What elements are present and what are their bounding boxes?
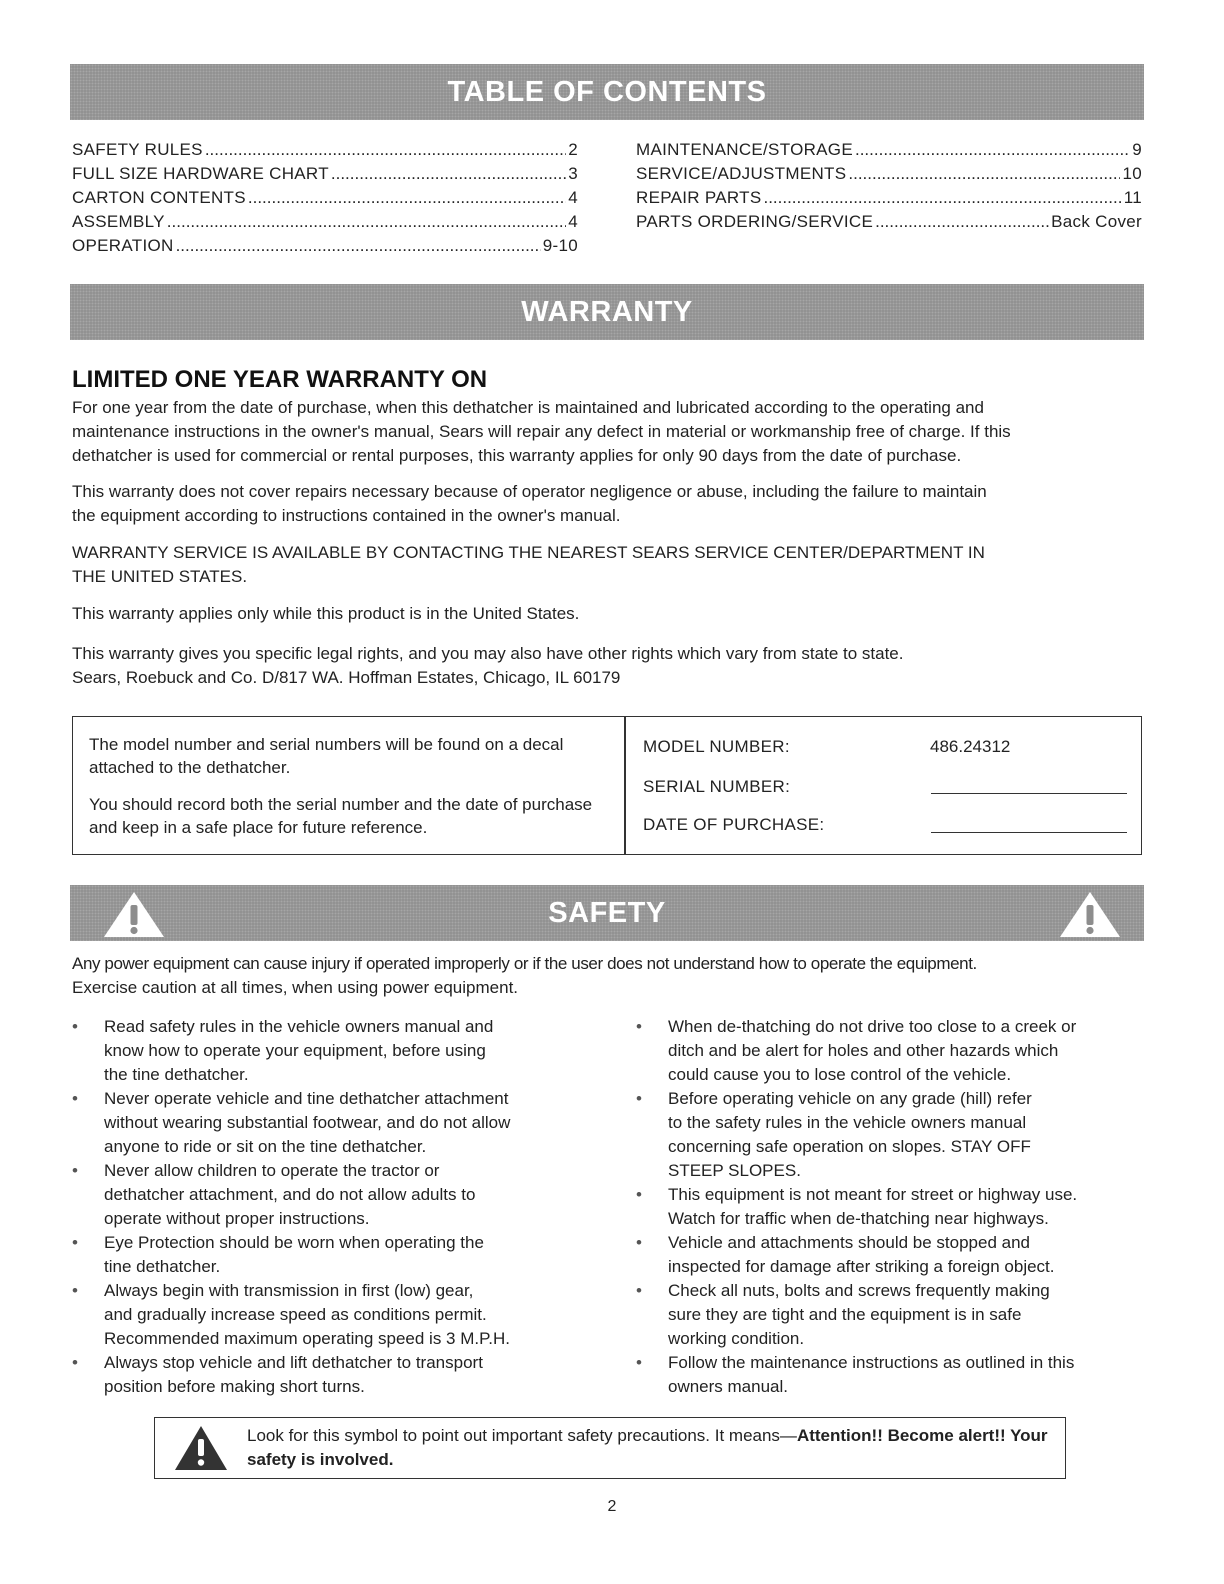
model-number-value: 486.24312 <box>930 737 1011 756</box>
safety-alert-icon <box>173 1424 229 1472</box>
text-line: owners manual. <box>668 1377 789 1396</box>
toc-entry[interactable] <box>636 212 1142 236</box>
safety-rule <box>72 1087 592 1159</box>
toc-entry[interactable] <box>72 212 578 236</box>
text-line: • Never operate vehicle and tine dethatcher attachment <box>104 1089 509 1108</box>
text-line: This warranty does not cover repairs necessary because of operator negligence or abuse, including the failure to maintain <box>72 482 987 501</box>
toc-entry-label: SAFETY RULES <box>72 140 203 159</box>
toc-entry-label: REPAIR PARTS <box>636 188 762 207</box>
text-line: concerning safe operation on slopes. STAY OFF <box>668 1137 1031 1156</box>
date-of-purchase-field[interactable] <box>931 832 1127 833</box>
box-divider <box>624 717 626 854</box>
safety-rule <box>72 1279 592 1351</box>
text-line: THE UNITED STATES. <box>72 567 248 586</box>
toc-right-column <box>636 140 1142 236</box>
text-line: know how to operate your equipment, before using <box>104 1041 486 1060</box>
safety-rule <box>636 1087 1148 1183</box>
safety-rule <box>636 1015 1148 1087</box>
text-line: • Before operating vehicle on any grade (hill) refer <box>668 1089 1032 1108</box>
toc-entry-label: PARTS ORDERING/SERVICE <box>636 212 874 231</box>
toc-entry-page: 3 <box>568 164 578 183</box>
text-line: working condition. <box>668 1329 805 1348</box>
toc-left-column <box>72 140 578 260</box>
text-line: the equipment according to instructions contained in the owner's manual. <box>72 506 621 525</box>
toc-entry[interactable] <box>636 188 1142 212</box>
text-line: • Eye Protection should be worn when operating the <box>104 1233 484 1252</box>
warranty-paragraph-5 <box>72 642 1144 690</box>
toc-entry-page: 2 <box>568 140 578 159</box>
text-line: • Always stop vehicle and lift dethatcher to transport <box>104 1353 483 1372</box>
safety-rule <box>636 1183 1148 1231</box>
safety-symbol-note <box>154 1417 1066 1479</box>
safety-rule <box>72 1015 592 1087</box>
text-line: the tine dethatcher. <box>104 1065 249 1084</box>
warranty-paragraph-4: This warranty applies only while this product is in the United States. <box>72 604 580 623</box>
serial-number-field[interactable] <box>931 793 1127 794</box>
record-note: You should record both the serial number and the date of purchase and keep in a safe place for future reference. <box>89 795 593 837</box>
toc-entry-label: SERVICE/ADJUSTMENTS <box>636 164 847 183</box>
text-line: anyone to ride or sit on the tine dethatcher. <box>104 1137 427 1156</box>
text-line: Recommended maximum operating speed is 3 M.P.H. <box>104 1329 510 1348</box>
text-line: inspected for damage after striking a foreign object. <box>668 1257 1055 1276</box>
safety-rule <box>636 1351 1148 1399</box>
text-line: Any power equipment can cause injury if operated improperly or if the user does not understand how to operate the equipment. <box>72 954 977 973</box>
date-of-purchase-label: DATE OF PURCHASE: <box>643 815 825 834</box>
toc-entry-label: OPERATION <box>72 236 174 255</box>
warranty-paragraph-1 <box>72 396 1144 468</box>
text-line: • Follow the maintenance instructions as outlined in this <box>668 1353 1075 1372</box>
toc-title: TABLE OF CONTENTS <box>447 75 767 108</box>
text-line: • Never allow children to operate the tractor or <box>104 1161 440 1180</box>
warranty-paragraph-3 <box>72 541 1144 589</box>
text-line: • Always begin with transmission in first (low) gear, <box>104 1281 474 1300</box>
safety-rule <box>72 1231 592 1279</box>
text-line: operate without proper instructions. <box>104 1209 370 1228</box>
model-serial-box <box>72 716 1142 855</box>
toc-entry[interactable] <box>72 236 578 260</box>
text-line: ditch and be alert for holes and other hazards which <box>668 1041 1059 1060</box>
toc-entry-page: 10 <box>1122 164 1142 183</box>
toc-entry-page: 9-10 <box>542 236 578 255</box>
warning-triangle-icon <box>1056 888 1124 940</box>
warranty-heading: LIMITED ONE YEAR WARRANTY ON <box>72 366 488 393</box>
warranty-paragraph-2 <box>72 480 1144 528</box>
model-number-label: MODEL NUMBER: <box>643 737 790 756</box>
text-line: Look for this symbol to point out important safety precautions. It means— <box>247 1426 797 1445</box>
toc-entry[interactable] <box>636 140 1142 164</box>
warning-triangle-icon <box>100 888 168 940</box>
text-line: and gradually increase speed as conditions permit. <box>104 1305 487 1324</box>
safety-banner <box>70 885 1144 941</box>
text-line: could cause you to lose control of the vehicle. <box>668 1065 1012 1084</box>
text-line: • Read safety rules in the vehicle owners manual and <box>104 1017 494 1036</box>
text-line: maintenance instructions in the owner's manual, Sears will repair any defect in material or workmanship free of charge. If this <box>72 422 1011 441</box>
serial-number-label: SERIAL NUMBER: <box>643 777 791 796</box>
text-line: sure they are tight and the equipment is in safe <box>668 1305 1022 1324</box>
toc-entry[interactable] <box>636 164 1142 188</box>
toc-entry[interactable] <box>72 164 578 188</box>
toc-entry-page: 11 <box>1123 188 1142 207</box>
text-line: Watch for traffic when de-thatching near highways. <box>668 1209 1049 1228</box>
text-line: Exercise caution at all times, when using power equipment. <box>72 978 519 997</box>
text-line: This warranty gives you specific legal rights, and you may also have other rights which vary from state to state. <box>72 644 904 663</box>
toc-entry-page: 4 <box>568 212 578 231</box>
attention-text: Attention!! Become alert!! Your safety is involved. <box>247 1426 1048 1469</box>
text-line: For one year from the date of purchase, when this dethatcher is maintained and lubricated according to the operating and <box>72 398 984 417</box>
safety-rule <box>72 1351 592 1399</box>
safety-rule <box>636 1231 1148 1279</box>
warranty-title: WARRANTY <box>521 295 693 328</box>
text-line: dethatcher attachment, and do not allow adults to <box>104 1185 476 1204</box>
text-line: to the safety rules in the vehicle owners manual <box>668 1113 1027 1132</box>
text-line: STEEP SLOPES. <box>668 1161 801 1180</box>
toc-entry-page: Back Cover <box>1051 212 1142 231</box>
text-line: Sears, Roebuck and Co. D/817 WA. Hoffman Estates, Chicago, IL 60179 <box>72 668 621 687</box>
text-line: position before making short turns. <box>104 1377 365 1396</box>
text-line: • This equipment is not meant for street or highway use. <box>668 1185 1078 1204</box>
text-line: • When de-thatching do not drive too close to a creek or <box>668 1017 1077 1036</box>
text-line: • Check all nuts, bolts and screws frequently making <box>668 1281 1050 1300</box>
page-number: 2 <box>607 1498 617 1515</box>
toc-entry-label: ASSEMBLY <box>72 212 165 231</box>
safety-rules-left <box>72 1015 592 1399</box>
toc-entry[interactable] <box>72 140 578 164</box>
toc-entry-label: MAINTENANCE/STORAGE <box>636 140 853 159</box>
safety-rules-right <box>636 1015 1148 1399</box>
safety-title: SAFETY <box>548 896 666 929</box>
toc-banner <box>70 64 1144 120</box>
toc-entry-page: 4 <box>568 188 578 207</box>
safety-symbol-text <box>247 1424 1057 1472</box>
text-line: • Vehicle and attachments should be stopped and <box>668 1233 1030 1252</box>
safety-rule <box>636 1279 1148 1351</box>
text-line: without wearing substantial footwear, and do not allow <box>104 1113 511 1132</box>
text-line: dethatcher is used for commercial or rental purposes, this warranty applies for only 90 days from the date of purchase. <box>72 446 962 465</box>
decal-note: The model number and serial numbers will be found on a decal attached to the dethatcher. <box>89 735 564 777</box>
toc-entry-label: CARTON CONTENTS <box>72 188 246 207</box>
toc-entry[interactable] <box>72 188 578 212</box>
text-line: WARRANTY SERVICE IS AVAILABLE BY CONTACTING THE NEAREST SEARS SERVICE CENTER/DEPARTMENT IN <box>72 543 985 562</box>
toc-entry-page: 9 <box>1132 140 1142 159</box>
warranty-banner <box>70 284 1144 340</box>
safety-rule <box>72 1159 592 1231</box>
safety-intro <box>72 952 1144 1000</box>
text-line: tine dethatcher. <box>104 1257 221 1276</box>
toc-entry-label: FULL SIZE HARDWARE CHART <box>72 164 329 183</box>
